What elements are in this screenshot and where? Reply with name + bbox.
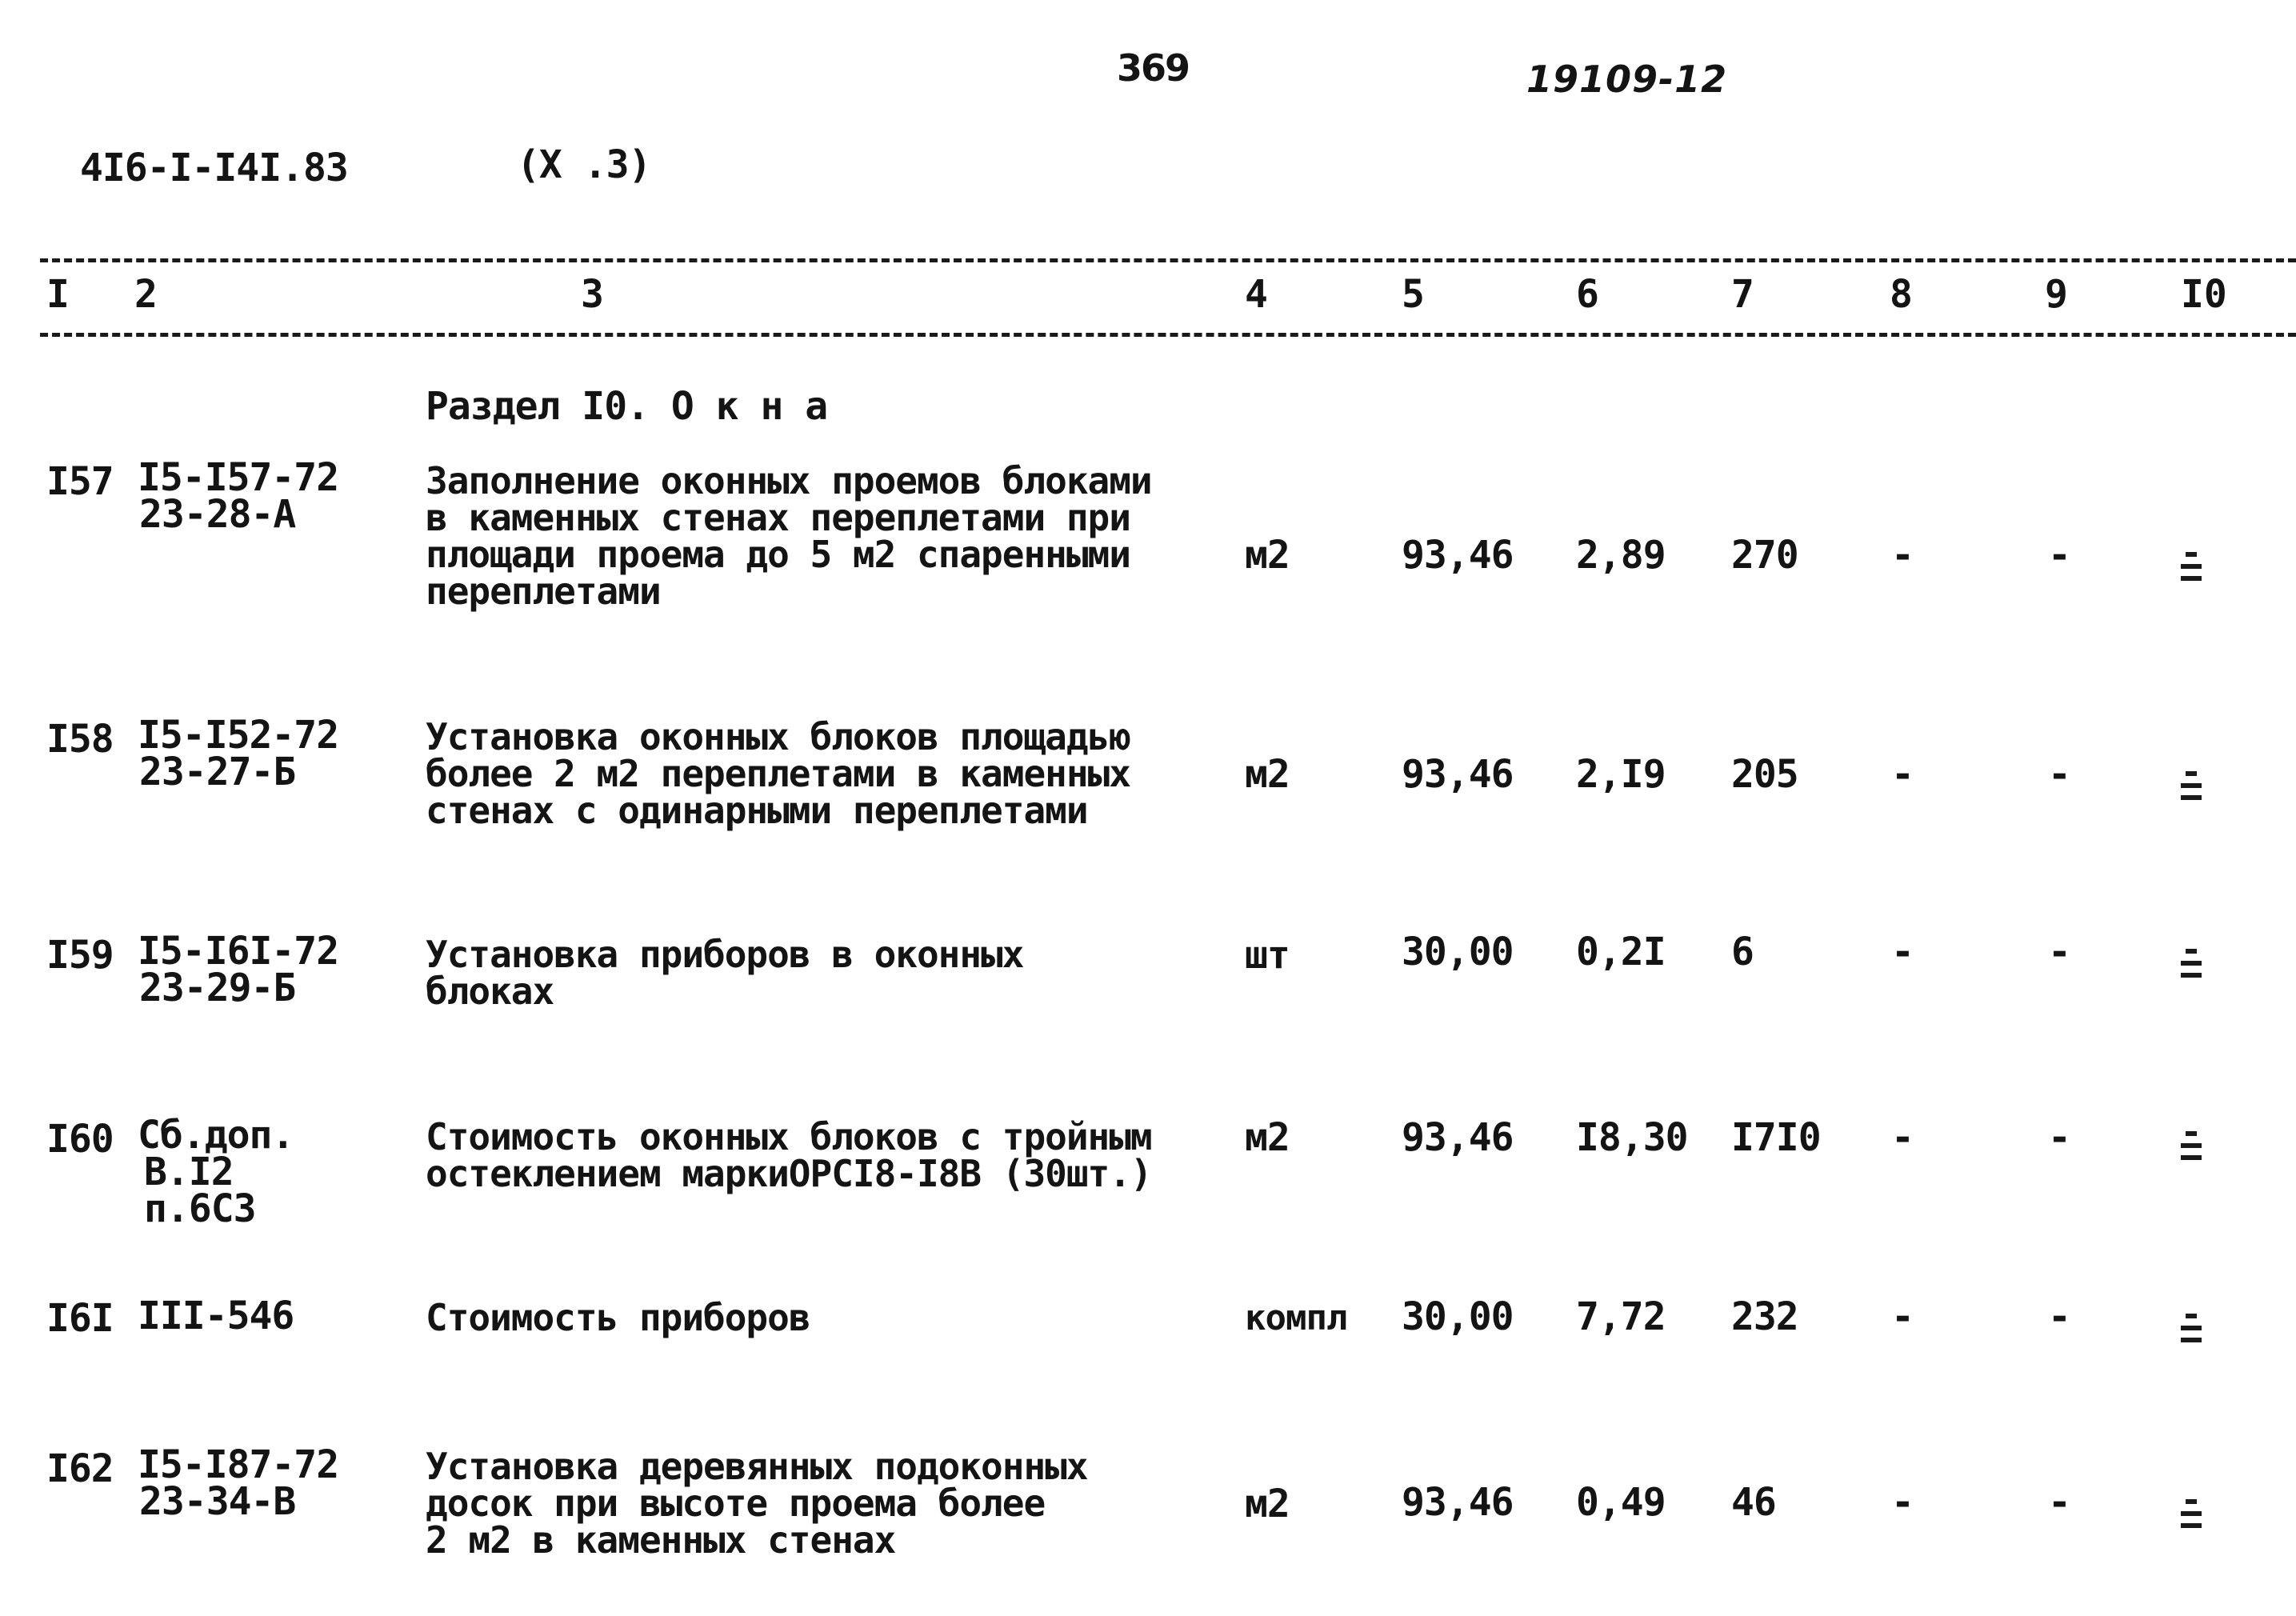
row-code-line: В.I2 xyxy=(144,1150,234,1194)
row-code-line: Сб.доп. xyxy=(138,1113,294,1158)
row-col8: - xyxy=(1891,1115,1914,1160)
row-unit: м2 xyxy=(1245,1482,1290,1526)
row-description-line: площади проема до 5 м2 спаренными xyxy=(426,533,1130,576)
row-total: 270 xyxy=(1731,533,1798,578)
row-code-line: I5-I87-72 xyxy=(138,1442,339,1487)
row-number: I57 xyxy=(46,459,114,504)
row-quantity: 93,46 xyxy=(1402,1115,1514,1160)
row-code-line: п.6С3 xyxy=(144,1186,256,1231)
header-rule-top xyxy=(40,258,2296,262)
row-unit: м2 xyxy=(1245,1115,1290,1160)
column-heading-6: 6 xyxy=(1576,272,1599,317)
row-unit-price: I8,30 xyxy=(1576,1115,1688,1160)
row-description-line: в каменных стенах переплетами при xyxy=(426,496,1130,539)
row-unit-price: 2,I9 xyxy=(1576,752,1666,797)
document-code: 4I6-I-I4I.83 xyxy=(80,146,348,190)
section-title: Раздел I0. О к н а xyxy=(426,384,828,429)
row-description xyxy=(426,1296,810,1339)
column-heading-4: 4 xyxy=(1245,272,1268,317)
header-rule-bottom xyxy=(40,333,2296,337)
row-unit-price: 2,89 xyxy=(1576,533,1666,578)
row-code-line: I5-I57-72 xyxy=(138,455,339,500)
row-quantity: 93,46 xyxy=(1402,533,1514,578)
row-code xyxy=(138,929,339,1010)
row-total: 46 xyxy=(1731,1480,1776,1525)
row-code-line: III-546 xyxy=(138,1294,294,1338)
row-number: I62 xyxy=(46,1446,114,1491)
document-part: (X .3) xyxy=(517,142,651,187)
row-description-line: Стоимость оконных блоков с тройным xyxy=(426,1115,1152,1158)
row-col8: - xyxy=(1891,1480,1914,1525)
row-description xyxy=(426,715,1130,832)
row-description xyxy=(426,933,1024,1013)
row-description-line: переплетами xyxy=(426,570,661,613)
row-total: 6 xyxy=(1731,930,1754,974)
row-quantity: 93,46 xyxy=(1402,1480,1514,1525)
page-number: 369 xyxy=(1117,46,1190,90)
row-description xyxy=(426,1115,1152,1195)
row-description xyxy=(426,459,1152,613)
row-quantity: 30,00 xyxy=(1402,1294,1514,1339)
row-number: I60 xyxy=(46,1117,114,1162)
row-number: I59 xyxy=(46,933,114,978)
ditto-mark xyxy=(2181,949,2202,985)
row-col9: - xyxy=(2048,930,2070,974)
row-col9: - xyxy=(2048,1294,2070,1339)
row-description-line: стенах с одинарными переплетами xyxy=(426,789,1088,832)
row-unit: компл xyxy=(1245,1298,1347,1338)
column-heading-7: 7 xyxy=(1731,272,1754,317)
row-quantity: 93,46 xyxy=(1402,752,1514,797)
row-code xyxy=(138,713,339,794)
row-code-line: 23-28-A xyxy=(139,492,296,537)
row-col8: - xyxy=(1891,930,1914,974)
row-code xyxy=(138,1113,294,1231)
row-total: 205 xyxy=(1731,752,1798,797)
row-total: I7I0 xyxy=(1731,1115,1821,1160)
row-description-line: Заполнение оконных проемов блоками xyxy=(426,459,1152,502)
row-description-line: Установка оконных блоков площадью xyxy=(426,715,1130,758)
column-heading-10: I0 xyxy=(2181,272,2227,317)
row-unit-price: 7,72 xyxy=(1576,1294,1666,1339)
column-heading-3: 3 xyxy=(581,272,604,317)
row-quantity: 30,00 xyxy=(1402,930,1514,974)
row-code xyxy=(138,1442,339,1524)
column-heading-9: 9 xyxy=(2045,272,2068,317)
row-description-line: остеклением маркиОРСI8-I8В (30шт.) xyxy=(426,1152,1152,1195)
row-col8: - xyxy=(1891,533,1914,578)
row-col9: - xyxy=(2048,1480,2070,1525)
row-col8: - xyxy=(1891,752,1914,797)
handwritten-reference: 19109-12 xyxy=(1526,58,1728,101)
row-description-line: Стоимость приборов xyxy=(426,1296,810,1339)
row-number: I58 xyxy=(46,717,114,762)
ditto-mark xyxy=(2181,1314,2202,1350)
row-col9: - xyxy=(2048,533,2070,578)
row-description-line: досок при высоте проема более xyxy=(426,1482,1046,1525)
row-total: 232 xyxy=(1731,1294,1798,1339)
column-heading-2: 2 xyxy=(134,272,158,317)
row-code-line: I5-I6I-72 xyxy=(138,929,339,974)
column-heading-8: 8 xyxy=(1890,272,1913,317)
row-description-line: Установка деревянных подоконных xyxy=(426,1445,1088,1488)
row-code-line: 23-27-Б xyxy=(139,750,296,794)
ditto-mark xyxy=(2181,771,2202,807)
row-code-line: I5-I52-72 xyxy=(138,713,339,758)
row-description-line: Установка приборов в оконных xyxy=(426,933,1024,976)
column-heading-1: I xyxy=(46,272,70,317)
ditto-mark xyxy=(2181,552,2202,588)
column-heading-5: 5 xyxy=(1402,272,1425,317)
row-unit-price: 0,2I xyxy=(1576,930,1666,974)
row-code-line: 23-29-Б xyxy=(139,966,296,1010)
row-unit: м2 xyxy=(1245,752,1290,797)
row-col9: - xyxy=(2048,752,2070,797)
row-description xyxy=(426,1445,1088,1562)
ditto-mark xyxy=(2181,1131,2202,1167)
row-code-line: 23-34-В xyxy=(139,1479,296,1524)
row-unit: шт xyxy=(1245,933,1290,978)
row-number: I6I xyxy=(46,1296,114,1341)
row-unit-price: 0,49 xyxy=(1576,1480,1666,1525)
row-col8: - xyxy=(1891,1294,1914,1339)
row-description-line: более 2 м2 переплетами в каменных xyxy=(426,752,1130,795)
row-description-line: блоках xyxy=(426,970,554,1013)
row-unit: м2 xyxy=(1245,533,1290,578)
row-code xyxy=(138,1294,294,1338)
row-col9: - xyxy=(2048,1115,2070,1160)
row-code xyxy=(138,455,339,537)
ditto-mark xyxy=(2181,1499,2202,1535)
row-description-line: 2 м2 в каменных стенах xyxy=(426,1518,896,1562)
